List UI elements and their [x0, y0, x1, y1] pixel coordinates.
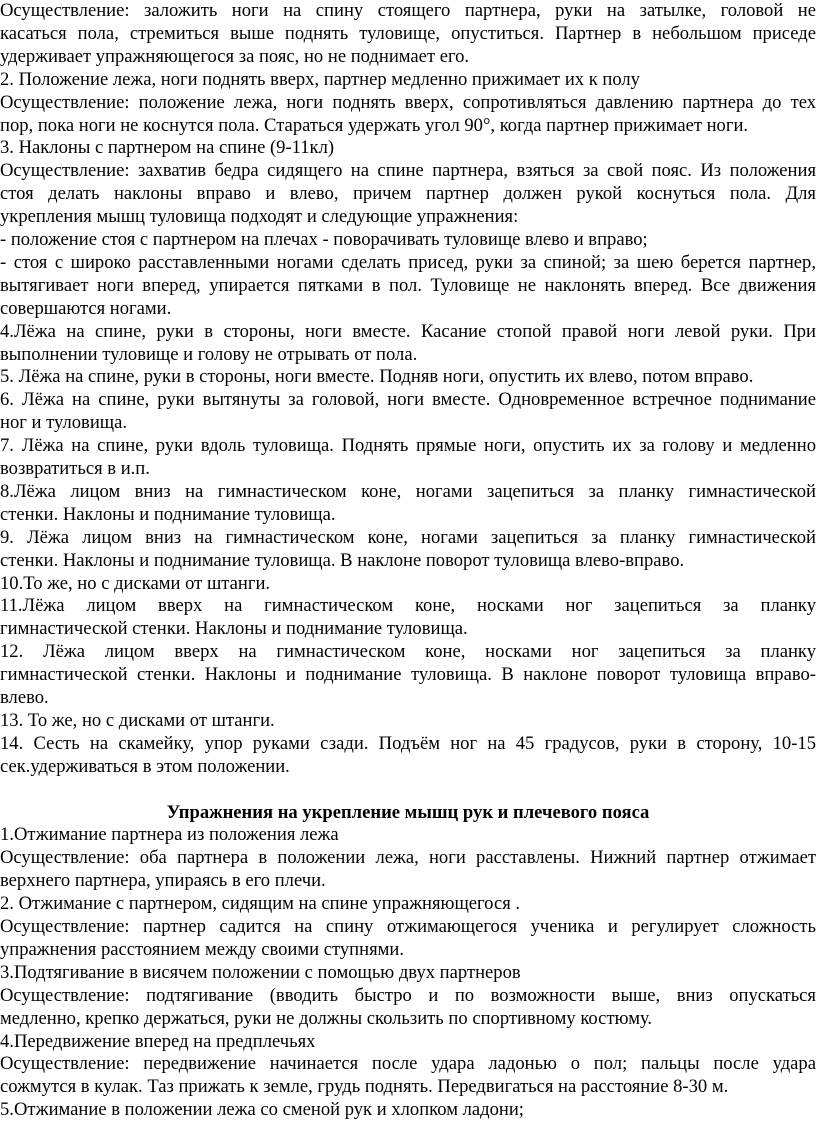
text-line: Осуществление: передвижение начинается после удара ладонью о пол; пальцы после удара [0, 1053, 816, 1075]
text-line: 5.Отжимание в положении лежа со сменой рук и хлопком ладони; [0, 1099, 524, 1121]
text-line: 4.Передвижение вперед на предплечьях [0, 1030, 316, 1052]
text-line: стенки. Наклоны и поднимание туловища. В наклоне поворот туловища влево-вправо. [0, 549, 685, 571]
text-line: 3.Подтягивание в висячем положении с помощью двух партнеров [0, 961, 521, 983]
text-line: 5. Лёжа на спине, руки в стороны, ноги вместе. Подняв ноги, опустить их влево, потом вправо. [0, 366, 754, 388]
text-line: гимнастической стенки. Наклоны и поднимание туловища. [0, 618, 468, 640]
text-line: Осуществление: положение лежа, ноги поднять вверх, сопротивляться давлению партнера до тех [0, 91, 816, 113]
section-heading: Упражнения на укрепление мышц рук и плечевого пояса [166, 801, 650, 823]
text-line: 9. Лёжа лицом вниз на гимнастическом коне, ногами зацепиться за планку гимнастической [0, 526, 816, 548]
text-line: Осуществление: партнер садится на спину отжимающегося ученика и регулирует сложность [0, 916, 816, 937]
text-line: сожмутся в кулак. Таз прижать к земле, грудь поднять. Передвигаться на расстояние 8-30 м. [0, 1076, 729, 1098]
text-line: влево. [0, 687, 49, 708]
text-line: касаться пола, стремиться выше поднять туловище, опуститься. Партнер в небольшом приседе [0, 22, 816, 44]
text-line: 7. Лёжа на спине, руки вдоль туловища. Поднять прямые ноги, опустить их за голову и медленно [0, 435, 816, 457]
text-line: 1.Отжимание партнера из положения лежа [0, 824, 339, 846]
text-line: вытягивает ноги вперед, упирается пятками в пол. Туловище не наклонять вперед. Все движения [0, 274, 816, 296]
text-line: 13. То же, но с дисками от штанги. [0, 709, 275, 731]
text-line: верхнего партнера, упираясь в его плечи. [0, 870, 326, 892]
text-line: - положение стоя с партнером на плечах - поворачивать туловище влево и вправо; [0, 229, 648, 250]
text-line: удерживает упражняющегося за пояс, но не поднимает его. [0, 45, 470, 67]
text-line: стоя делать наклоны вправо и влево, причем партнер должен рукой коснуться пола. Для [0, 183, 816, 205]
text-line: 10.То же, но с дисками от штанги. [0, 572, 271, 594]
text-line: Осуществление: оба партнера в положении лежа, ноги расставлены. Нижний партнер отжимает [0, 847, 816, 869]
text-line: медленно, крепко держаться, руки не должны скользить по спортивному костюму. [0, 1007, 653, 1029]
text-line: ног и туловища. [0, 412, 128, 434]
text-line: сек.удерживаться в этом положении. [0, 755, 290, 777]
text-line: 11.Лёжа лицом вверх на гимнастическом коне, носками ног зацепиться за планку [0, 595, 816, 617]
text-line: 14. Сесть на скамейку, упор руками сзади. Подъём ног на 45 градусов, руки в сторону, 10-15 [0, 732, 816, 754]
text-line: 8.Лёжа лицом вниз на гимнастическом коне, ногами зацепиться за планку гимнастической [0, 480, 816, 502]
text-line: - стоя с широко расставленными ногами сделать присед, руки за спиной; за шею берется партнер, [0, 251, 816, 273]
text-line: Осуществление: подтягивание (вводить быстро и по возможности выше, вниз опускаться [0, 984, 816, 1006]
text-line: 3. Наклоны с партнером на спине (9-11кл) [0, 137, 335, 159]
text-line: 2. Положение лежа, ноги поднять вверх, партнер медленно прижимает их к полу [0, 68, 640, 90]
text-line: гимнастической стенки. Наклоны и поднимание туловища. В наклоне поворот туловища вправо- [0, 664, 816, 686]
text-line: 4.Лёжа на спине, руки в стороны, ноги вместе. Касание стопой правой ноги левой руки. При [0, 320, 816, 342]
text-line: Осуществление: заложить ноги на спину стоящего партнера, руки на затылке, головой не [0, 0, 816, 21]
text-line: укрепления мышц туловища подходят и следующие упражнения: [0, 206, 519, 228]
text-line: Осуществление: захватив бедра сидящего на спине партнера, взяться за свой пояс. Из положения [0, 160, 816, 182]
text-line: выполнении туловище и голову не отрывать от пола. [0, 343, 418, 365]
text-line: пор, пока ноги не коснутся пола. Стараться удержать угол 90°, когда партнер прижимает ноги. [0, 114, 749, 136]
text-line: возвратиться в и.п. [0, 458, 150, 479]
text-line: 12. Лёжа лицом вверх на гимнастическом коне, носками ног зацепиться за планку [0, 641, 816, 663]
text-line: 6. Лёжа на спине, руки вытянуты за головой, ноги вместе. Одновременное встречное поднимание [0, 389, 816, 411]
text-line: упражнения расстоянием между своими ступнями. [0, 938, 404, 960]
text-line: 2. Отжимание с партнером, сидящим на спине упражняющегося . [0, 893, 521, 915]
text-line: стенки. Наклоны и поднимание туловища. [0, 503, 336, 525]
text-line: совершаются ногами. [0, 297, 172, 319]
